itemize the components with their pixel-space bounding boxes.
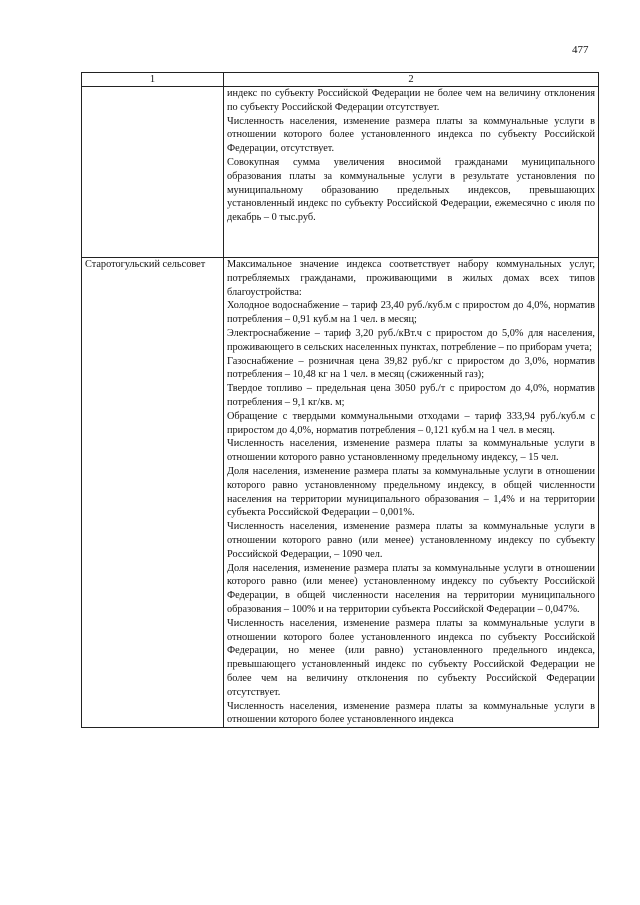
region-name: Старотогульский сельсовет xyxy=(82,258,224,728)
paragraph: Численность населения, изменение размера платы за коммунальные услуги в отношении которого более установленного индекса по субъекту Российской Федерации, но менее (или равно) установленного предельного индекса, превышающего установленный индекс по субъекту Российской Федерации не более чем на величину отклонения по субъекту Российской Федерации отсутствует. xyxy=(227,617,595,698)
paragraph: Численность населения, изменение размера платы за коммунальные услуги в отношении которого равно (или менее) установленному индексу по субъекту Российской Федерации, – 1090 чел. xyxy=(227,521,595,560)
paragraph: Доля населения, изменение размера платы за коммунальные услуги в отношении которого равно (или менее) установленному индексу по субъекту Российской Федерации, в общей численности населения на территории муниципального образования – 100% и на территории субъекта Российской Федерации – 0,047%. xyxy=(227,562,595,615)
table-row xyxy=(82,87,599,258)
paragraph: Электроснабжение – тариф 3,20 руб./кВт.ч с приростом до 5,0% для населения, проживающего в сельских населенных пунктах, потребление – по приборам учета; xyxy=(227,327,595,353)
paragraph: Твердое топливо – предельная цена 3050 руб./т с приростом до 4,0%, норматив потребления – 9,1 кг/кв. м; xyxy=(227,383,595,408)
column-number-1: 1 xyxy=(82,73,224,87)
row-description xyxy=(224,87,599,258)
row-description xyxy=(224,258,599,728)
page-number: 477 xyxy=(572,44,589,56)
paragraph: Газоснабжение – розничная цена 39,82 руб./кг с приростом до 3,0%, норматив потребления – 10,48 кг на 1 чел. в месяц (сжиженный газ); xyxy=(227,355,595,381)
paragraph: Доля населения, изменение размера платы за коммунальные услуги в отношении которого равно установленному предельному индексу, в общей численности населения на территории муниципального образования – 1,4% и на территории субъекта Российской Федерации – 0,001%. xyxy=(227,465,595,519)
paragraph: Холодное водоснабжение – тариф 23,40 руб./куб.м с приростом до 4,0%, норматив потребления – 0,91 куб.м на 1 чел. в месяц; xyxy=(227,300,595,326)
paragraph: Обращение с твердыми коммунальными отходами – тариф 333,94 руб./куб.м с приростом до 4,0%, норматив потребления – 0,121 куб.м на 1 чел. в месяц. xyxy=(227,410,595,436)
paragraph: Численность населения, изменение размера платы за коммунальные услуги в отношении которого более установленного индекса xyxy=(227,700,595,726)
paragraph: Численность населения, изменение размера платы за коммунальные услуги в отношении которого более установленного индекса по субъекту Российской Федерации, отсутствует. xyxy=(227,115,595,155)
region-name xyxy=(82,87,224,258)
table-row xyxy=(82,258,599,728)
column-number-2: 2 xyxy=(224,73,599,87)
paragraph: Совокупная сумма увеличения вносимой гражданами муниципального образования платы за коммунальные услуги в результате установления по муниципальному образованию предельных индексов, превышающих установленный индекс по субъекту Российской Федерации, ежемесячно с июля по декабрь – 0 тыс.руб. xyxy=(227,156,595,224)
tariff-index-table xyxy=(81,72,599,728)
paragraph: Численность населения, изменение размера платы за коммунальные услуги в отношении которого равно установленному предельному индексу, – 15 чел. xyxy=(227,438,595,464)
table-header-row xyxy=(82,73,599,87)
paragraph: Максимальное значение индекса соответствует набору коммунальных услуг, потребляемых гражданами, проживающими в жилых домах всех типов благоустройства: xyxy=(227,259,595,298)
paragraph: индекс по субъекту Российской Федерации не более чем на величину отклонения по субъекту Российской Федерации отсутствует. xyxy=(227,88,595,113)
